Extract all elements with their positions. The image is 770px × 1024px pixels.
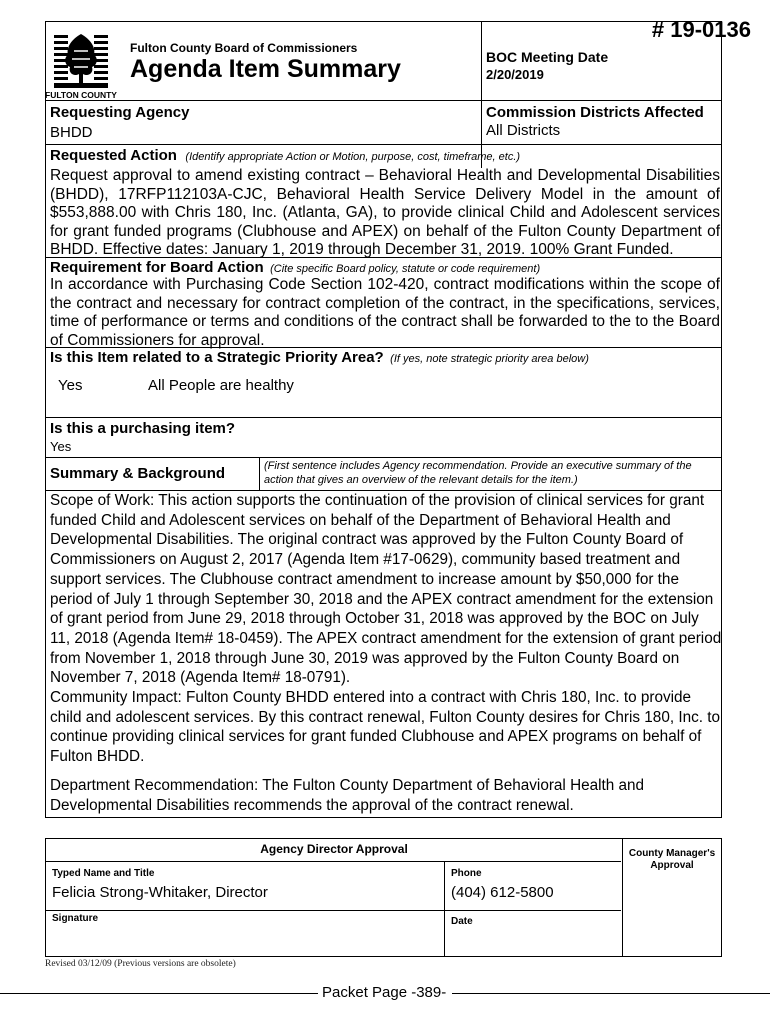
strategic-hint: (If yes, note strategic priority area below) — [390, 353, 589, 365]
phone-value: (404) 612-5800 — [451, 884, 554, 901]
revision-note: Revised 03/12/09 (Previous versions are obsolete) — [45, 959, 236, 969]
agenda-form — [45, 21, 722, 818]
fulton-county-logo — [45, 31, 117, 101]
manager-approval-header: County Manager's Approval — [628, 848, 716, 871]
summary-label: Summary & Background — [50, 465, 226, 482]
requirement-hint: (Cite specific Board policy, statute or code requirement) — [270, 263, 541, 275]
date-label: Date — [451, 916, 473, 927]
agency-approval-header: Agency Director Approval — [260, 842, 408, 856]
logo-text: FULTON COUNTY — [45, 90, 117, 100]
summary-hint: (First sentence includes Agency recommendation. Provide an executive summary of the action that gives an overview of the relevant details for the item.) — [264, 460, 692, 486]
footer-rule-left — [0, 993, 318, 994]
phone-label: Phone — [451, 868, 482, 879]
requirement-label: Requirement for Board Action — [50, 259, 264, 276]
summary-recommendation: Department Recommendation: The Fulton County Department of Behavioral Health and Developmental Disabilities recommends the approval of the contract renewal. — [50, 777, 645, 814]
districts-value: All Districts — [486, 122, 561, 139]
requested-action-label: Requested Action — [50, 147, 177, 164]
summary-impact: Community Impact: Fulton County BHDD entered into a contract with Chris 180, Inc. to provide child and adolescent services. By this contract renewal, Fulton County desires for Chris 180, Inc. to continue providing clinical services for grant funded Clubhouse and APEX programs on behalf of Fulton BHDD. — [50, 689, 720, 766]
strategic-answer: Yes — [58, 377, 83, 394]
requirement-heading — [50, 259, 540, 277]
meeting-date: 2/20/2019 — [486, 67, 544, 82]
signature-label: Signature — [52, 913, 99, 924]
requested-action-hint: (Identify appropriate Action or Motion, purpose, cost, timeframe, etc.) — [185, 151, 521, 163]
item-number: # 19-0136 — [651, 17, 751, 42]
strategic-area: All People are healthy — [148, 377, 294, 394]
purchasing-answer: Yes — [50, 439, 72, 454]
director-name: Felicia Strong-Whitaker, Director — [52, 884, 268, 901]
requirement-text: In accordance with Purchasing Code Section 102-420, contract modifications within the scope of the contract and necessary for contract completion of the contract, in the specifications, services, time of performance or terms and conditions of the contract shall be forwarded to the to the Board of Commissioners for approval. — [50, 276, 720, 349]
meeting-date-label: BOC Meeting Date — [486, 49, 609, 65]
strategic-label: Is this Item related to a Strategic Priority Area? — [50, 349, 384, 366]
requested-action-heading — [50, 147, 520, 165]
name-label: Typed Name and Title — [52, 868, 155, 879]
districts-label: Commission Districts Affected — [486, 104, 704, 121]
requesting-agency-value: BHDD — [50, 124, 93, 141]
strategic-heading — [50, 349, 589, 367]
requested-action-text: Request approval to amend existing contract – Behavioral Health and Developmental Disabilities (BHDD), 17RFP112103A-CJC, Behavioral Health Service Delivery Model in the amount of $553,888.00 with Chris 180, Inc. (Atlanta, GA), to provide clinical Child and Adolescent services for grant funded programs (Clubhouse and APEX) on behalf of the Fulton County Department of BHDD. Effective dates: January 1, 2019 through December 31, 2019. 100% Grant Funded. — [50, 167, 720, 258]
packet-page: Packet Page -389- — [322, 984, 447, 1001]
approval-table — [45, 838, 722, 957]
purchasing-label: Is this a purchasing item? — [50, 420, 236, 437]
summary-scope: Scope of Work: This action supports the continuation of the provision of clinical services for grant funded Child and Adolescent services on behalf of the Department of Behavioral Health and Developmental Disabilities. The original contract was approved by the Fulton County Board of Commissioners on August 2, 2017 (Agenda Item #17-0629), community based treatment and support services. The Clubhouse contract amendment to increase amount by $50,000 for the period of July 1 through September 30, 2018 and the APEX contract amendment for the extension of grant period from June 29, 2018 through October 31, 2018 was approved by the BOC on July 11, 2018 (Agenda Item# 18-0459). The APEX contract amendment for the extension of grant period from November 1, 2018 through June 30, 2019 was approved by the Fulton County Board on November 7, 2018 (Agenda Item# 18-0791). — [50, 492, 722, 687]
page-title: Agenda Item Summary — [130, 55, 401, 83]
org-name: Fulton County Board of Commissioners — [130, 41, 358, 55]
requesting-agency-label: Requesting Agency — [50, 104, 190, 121]
footer-rule-right — [452, 993, 770, 994]
